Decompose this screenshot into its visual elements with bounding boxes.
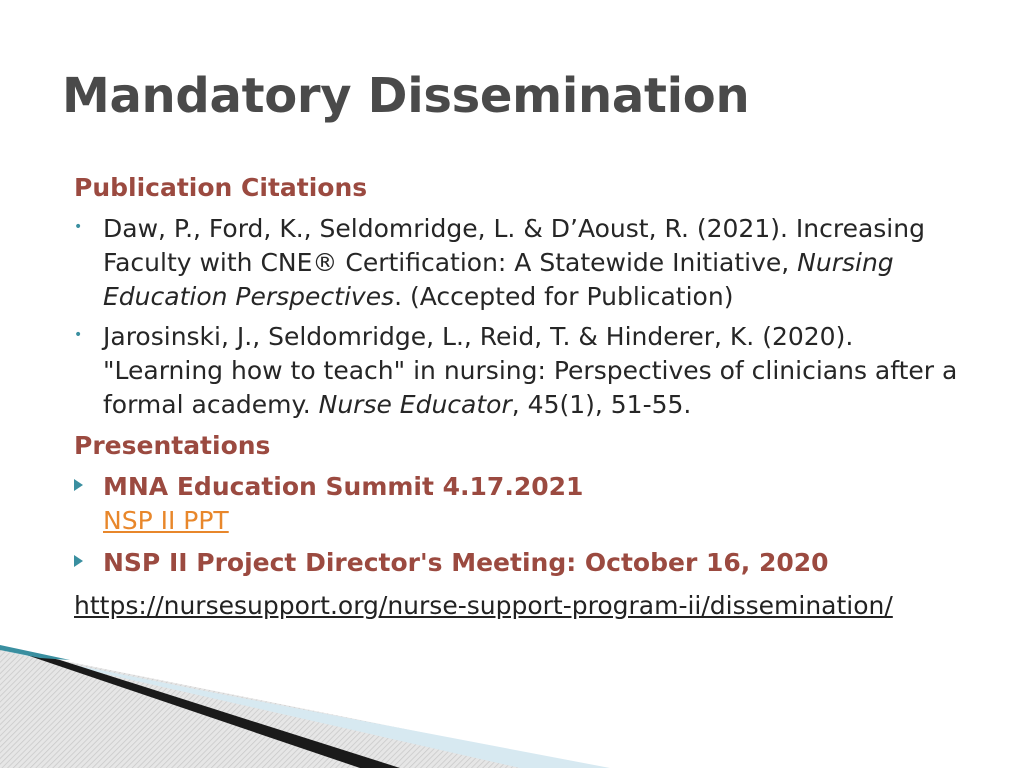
dissemination-url-link[interactable]: https://nursesupport.org/nurse-support-program-ii/dissemination/ xyxy=(74,591,893,620)
publication-list xyxy=(74,212,974,422)
presentation-item xyxy=(74,470,974,538)
bullet-dot-icon: • xyxy=(74,219,83,235)
dark-band xyxy=(0,646,400,768)
light-blue-band xyxy=(0,650,610,768)
journal-name: Nurse Educator xyxy=(318,390,512,419)
slide-title: Mandatory Dissemination xyxy=(62,68,750,124)
slide-content xyxy=(74,170,974,622)
citation-text: Daw, P., Ford, K., Seldomridge, L. & D’Aoust, R. (2021). Increasing Faculty with CNE® Certification: A Statewide Initiative, xyxy=(103,214,925,277)
bullet-dot-icon: • xyxy=(74,327,83,343)
presentation-title: MNA Education Summit 4.17.2021 xyxy=(103,472,584,501)
presentation-item xyxy=(74,546,974,580)
nsp-ii-ppt-link[interactable]: NSP II PPT xyxy=(103,506,229,535)
arrow-bullet-icon xyxy=(74,555,83,567)
publication-citations-heading: Publication Citations xyxy=(74,173,368,202)
citation-item xyxy=(74,212,974,314)
journal-name: Nursing Education Perspectives xyxy=(103,248,894,311)
presentations-heading: Presentations xyxy=(74,431,271,460)
presentation-list xyxy=(74,470,974,580)
citation-item xyxy=(74,320,974,422)
citation-text: Jarosinski, J., Seldomridge, L., Reid, T. & Hinderer, K. (2020). "Learning how to teach" in nursing: Perspectives of clinicians after a formal academy. xyxy=(103,322,958,419)
teal-band xyxy=(0,645,70,660)
presentation-title: NSP II Project Director's Meeting: October 16, 2020 xyxy=(103,548,829,577)
hatched-band xyxy=(0,648,600,768)
arrow-bullet-icon xyxy=(74,479,83,491)
citation-suffix: , 45(1), 51-55. xyxy=(511,390,692,419)
citation-suffix: . (Accepted for Publication) xyxy=(394,282,734,311)
